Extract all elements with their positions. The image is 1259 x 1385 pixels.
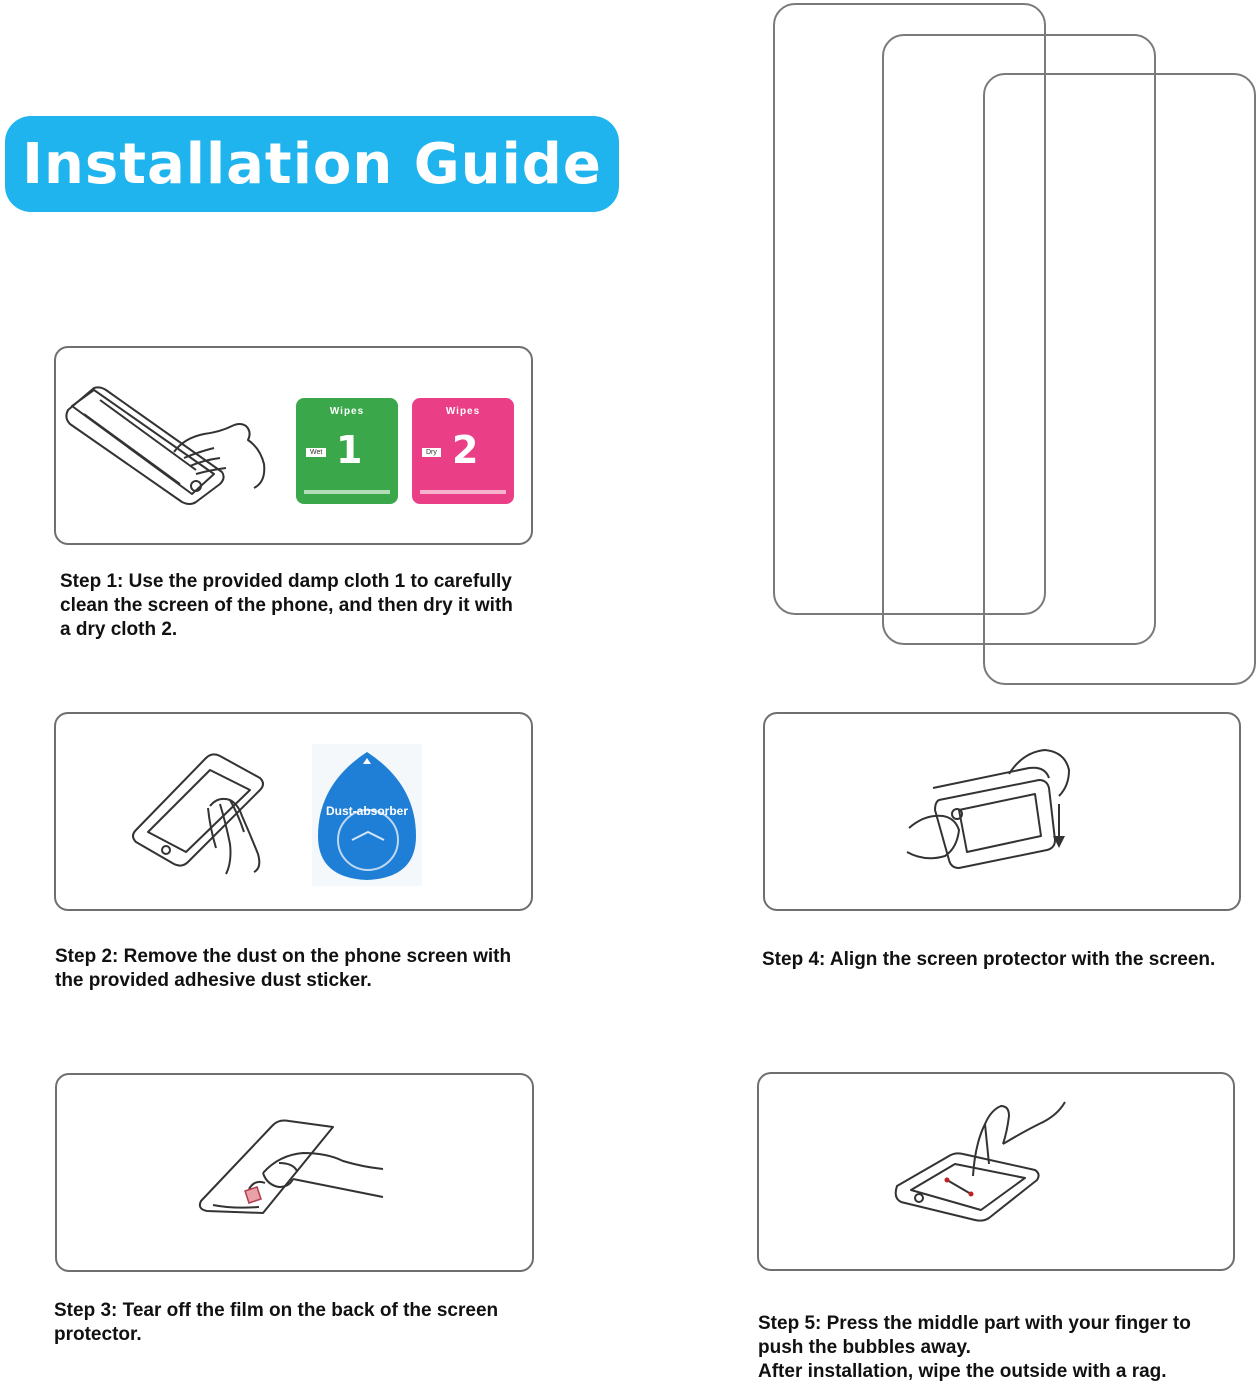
- step4-illustration-panel: [763, 712, 1241, 911]
- step1-caption: [60, 570, 550, 642]
- wipe-dry-number: 2: [452, 428, 479, 472]
- wipe-wet-number: 1: [336, 428, 363, 472]
- wipe-dry-packet: [412, 398, 514, 504]
- step2-caption-line: Step 2: Remove the dust on the phone screen with: [55, 946, 512, 967]
- wipe-dry-footer: [420, 490, 506, 494]
- step5-illustration-panel: [757, 1072, 1235, 1271]
- wipe-wet-title: Wipes: [329, 406, 365, 417]
- screen-protector-outline-3: [983, 73, 1256, 685]
- step5-caption-line: push the bubbles away.: [758, 1337, 971, 1358]
- step5-caption-line: Step 5: Press the middle part with your finger to: [758, 1313, 1191, 1334]
- step3-caption-line: protector.: [54, 1324, 142, 1345]
- step4-caption: [762, 948, 1252, 972]
- wipe-dry-title: Wipes: [445, 406, 481, 417]
- step1-caption-line: Step 1: Use the provided damp cloth 1 to carefully: [60, 571, 512, 592]
- step1-caption-line: a dry cloth 2.: [60, 619, 178, 640]
- align-protector-illustration: [899, 744, 1089, 874]
- step1-illustration-panel: [54, 346, 533, 545]
- phone-cleaning-illustration: [64, 378, 274, 508]
- wipe-wet-footer: [304, 490, 390, 494]
- step5-caption: [758, 1312, 1248, 1384]
- wipe-dry-tag: Dry: [422, 448, 441, 457]
- step3-caption-line: Step 3: Tear off the film on the back of the screen: [54, 1300, 499, 1321]
- step3-caption: [54, 1299, 544, 1347]
- step3-illustration-panel: [55, 1073, 534, 1272]
- wipe-wet-packet: [296, 398, 398, 504]
- step1-caption-line: clean the screen of the phone, and then dry it with: [60, 595, 513, 616]
- press-bubbles-illustration: [889, 1094, 1079, 1224]
- step2-caption: [55, 945, 545, 993]
- page-title: Installation Guide: [22, 131, 602, 197]
- step2-illustration-panel: [54, 712, 533, 911]
- step4-caption-line: Step 4: Align the screen protector with the screen.: [762, 949, 1216, 970]
- dust-absorber-label: Dust-absorber: [325, 804, 408, 818]
- title-banner: [5, 116, 619, 212]
- peel-film-illustration: [193, 1113, 393, 1223]
- phone-dusting-illustration: [126, 744, 286, 884]
- step5-caption-line: After installation, wipe the outside with a rag.: [758, 1361, 1167, 1382]
- wipe-wet-tag: Wet: [306, 448, 326, 457]
- step2-caption-line: the provided adhesive dust sticker.: [55, 970, 372, 991]
